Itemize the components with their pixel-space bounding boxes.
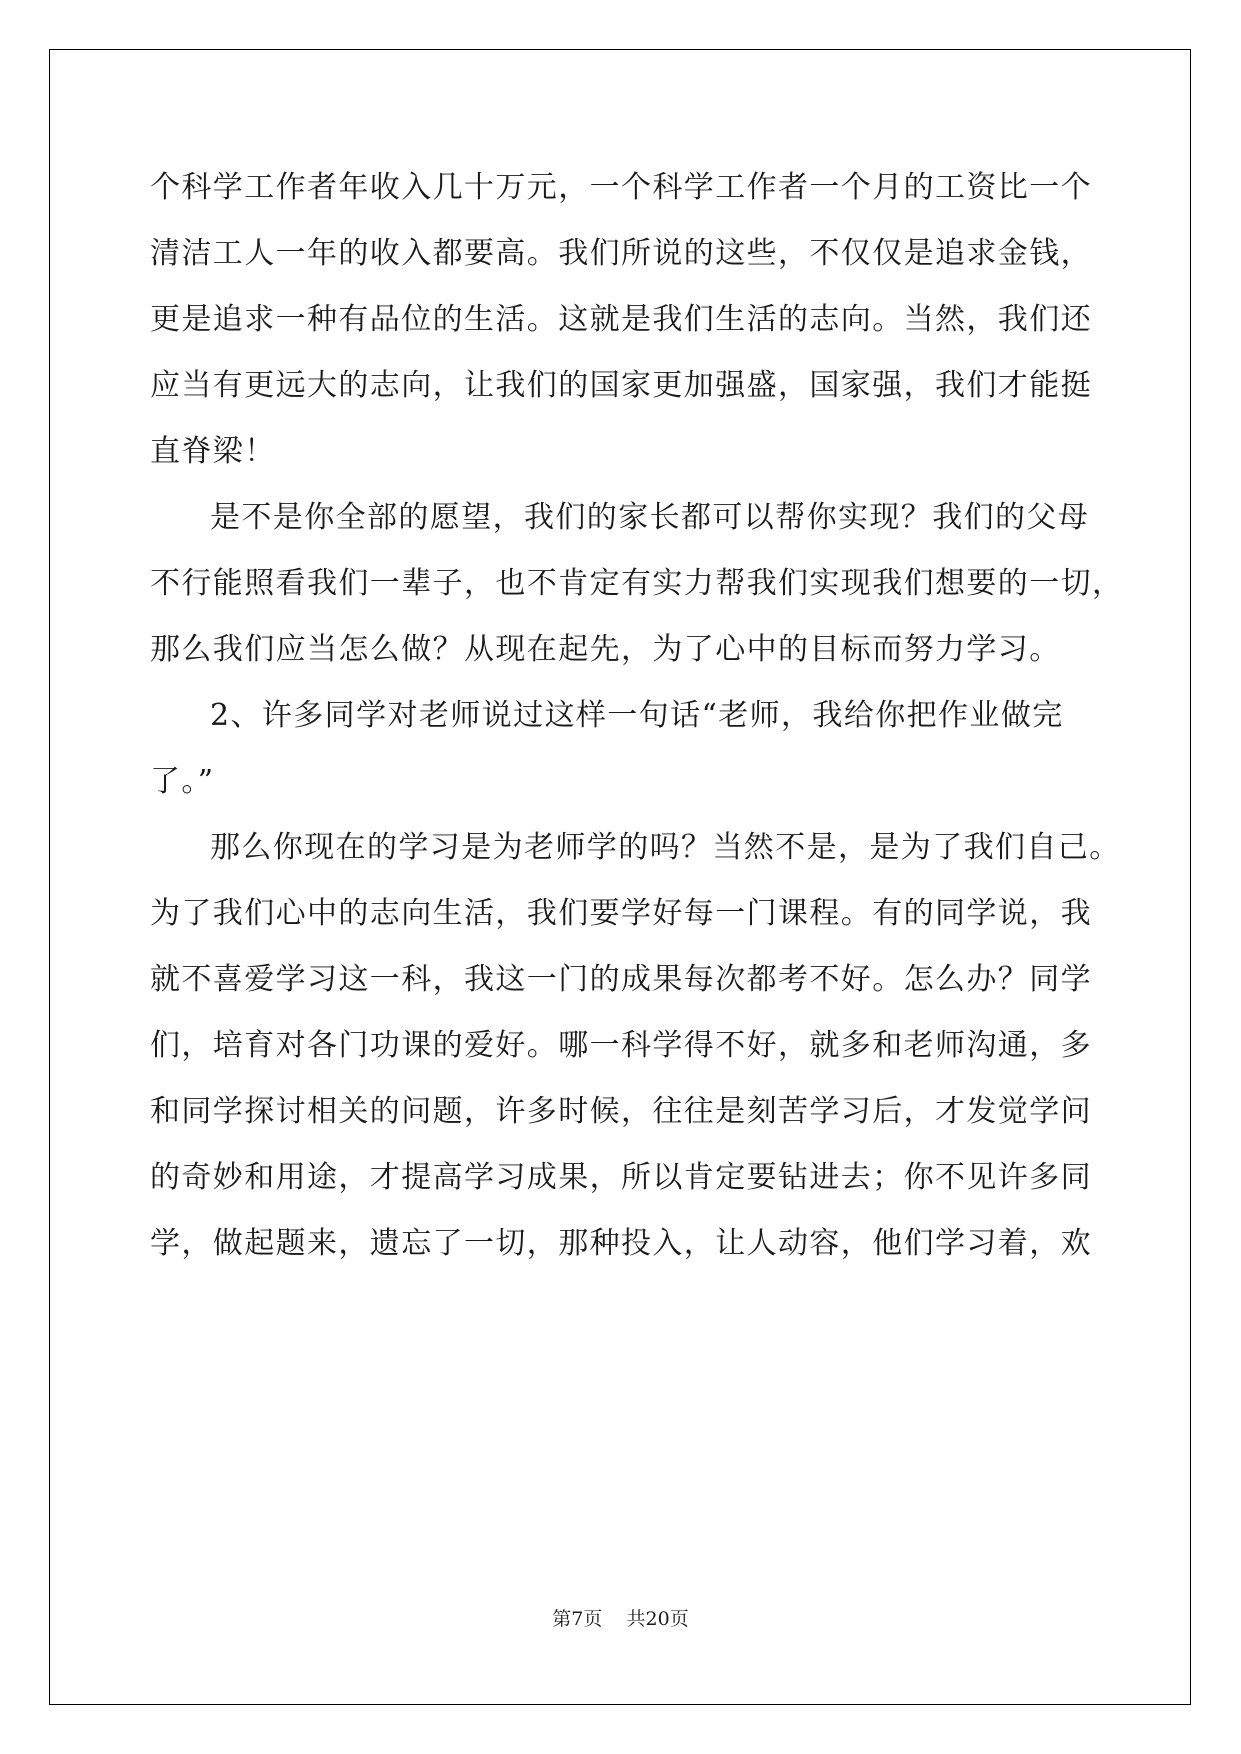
page-number: 第7页 [552,1608,603,1630]
paragraph-start-line: 那么你现在的学习是为老师学的吗？当然不是，是为了我们自己。 [210,830,1121,865]
page-border [49,49,1191,1705]
text-line: 那么我们应当怎么做？从现在起先，为了心中的目标而努力学习。 [150,632,1061,667]
text-line: 应当有更远大的志向，让我们的国家更加强盛，国家强，我们才能挺 [150,368,1092,403]
paragraph-start-line: 是不是你全部的愿望，我们的家长都可以帮你实现？我们的父母 [210,500,1090,535]
text-line: 学，做起题来，遗忘了一切，那种投入，让人动容，他们学习着，欢 [150,1226,1092,1261]
text-line: 为了我们心中的志向生活，我们要学好每一门课程。有的同学说，我 [150,896,1092,931]
text-line: 个科学工作者年收入几十万元，一个科学工作者一个月的工资比一个 [150,170,1092,205]
text-line: 不行能照看我们一辈子，也不肯定有实力帮我们实现我们想要的一切， [150,566,1124,601]
paragraph-start-line: 2、许多同学对老师说过这样一句话“老师，我给你把作业做完 [210,698,1064,733]
text-line: 就不喜爱学习这一科，我这一门的成果每次都考不好。怎么办？同学 [150,962,1092,997]
text-line: 直脊梁！ [150,434,276,469]
text-line: 了。” [150,764,215,799]
text-line: 们，培育对各门功课的爱好。哪一科学得不好，就多和老师沟通，多 [150,1028,1092,1063]
text-line: 和同学探讨相关的问题，许多时候，往往是刻苦学习后，才发觉学问 [150,1094,1092,1129]
text-line: 的奇妙和用途，才提高学习成果，所以肯定要钻进去；你不见许多同 [150,1160,1092,1195]
page-total: 共20页 [626,1608,689,1630]
text-line: 清洁工人一年的收入都要高。我们所说的这些，不仅仅是追求金钱， [150,236,1092,271]
text-line: 更是追求一种有品位的生活。这就是我们生活的志向。当然，我们还 [150,302,1092,337]
page-footer [0,1604,1241,1631]
